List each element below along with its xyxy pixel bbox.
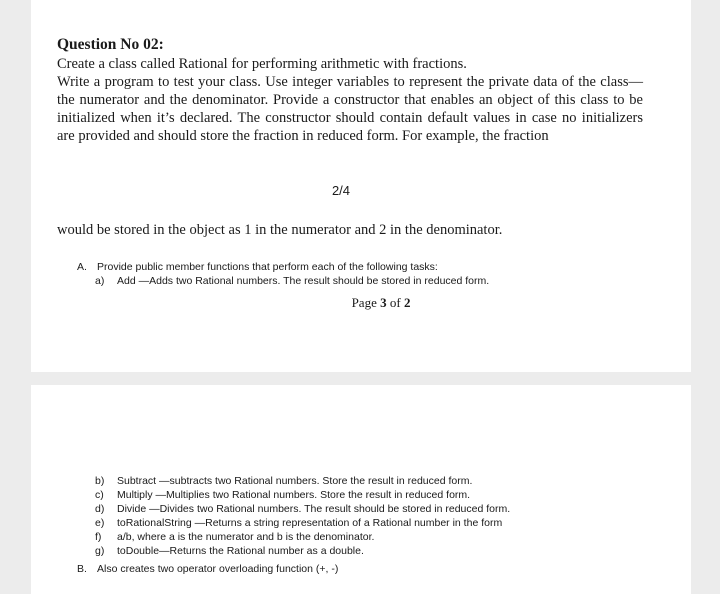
description-paragraph: Write a program to test your class. Use integer variables to represent the private data of the class— the numerator and the denominator. Provide a constructor that enables an object of this class to be initialized when it’s declared. The constructor should contain default values in case no initializers are provided and should store the fraction in reduced form. For example, the fraction [57,74,643,144]
list-item-form [95,531,374,543]
list-item-todouble [95,545,364,557]
list-item-text: Multiply —Multiplies two Rational numbers. Store the result in reduced form. [117,489,471,501]
task-a-text: Provide public member functions that perform each of the following tasks: [97,261,438,273]
question-heading: Question No 02: [57,36,164,53]
list-item-label: a) [95,275,105,287]
document-page-1 [31,0,691,372]
list-item-label: c) [95,489,104,501]
list-item-add [95,275,489,287]
list-item-text: Subtract —subtracts two Rational numbers. Store the result in reduced form. [117,475,473,487]
list-item-label: e) [95,517,105,529]
list-item-text: toDouble—Returns the Rational number as a double. [117,545,364,557]
list-item-torationalstring [95,517,502,529]
list-item-divide [95,503,510,515]
document-page-2 [31,385,691,594]
list-item-text: a/b, where a is the numerator and b is the denominator. [117,531,375,543]
task-a-label: A. [77,261,87,273]
task-b [77,563,338,575]
page-number [31,295,720,311]
task-b-text: Also creates two operator overloading function (+, -) [97,563,339,575]
page-number-current: 3 [380,295,387,310]
list-item-text: Add —Adds two Rational numbers. The result should be stored in reduced form. [117,275,490,287]
intro-sentence: Create a class called Rational for performing arithmetic with fractions. [57,56,467,72]
list-item-label: b) [95,475,105,487]
stored-explanation: would be stored in the object as 1 in the numerator and 2 in the denominator. [57,222,503,238]
fraction-example: 2/4 [331,183,351,198]
list-item-text: toRationalString —Returns a string representation of a Rational number in the form [117,517,503,529]
page-number-prefix: Page [351,295,381,310]
list-item-label: d) [95,503,105,515]
list-item-label: g) [95,545,105,557]
list-item-subtract [95,475,472,487]
list-item-label: f) [95,531,102,543]
list-item-multiply [95,489,470,501]
page-number-total: 2 [403,295,411,310]
task-a [77,261,438,273]
task-b-label: B. [77,563,87,575]
list-item-text: Divide —Divides two Rational numbers. The result should be stored in reduced form. [117,503,511,515]
page-number-of: of [386,295,404,310]
